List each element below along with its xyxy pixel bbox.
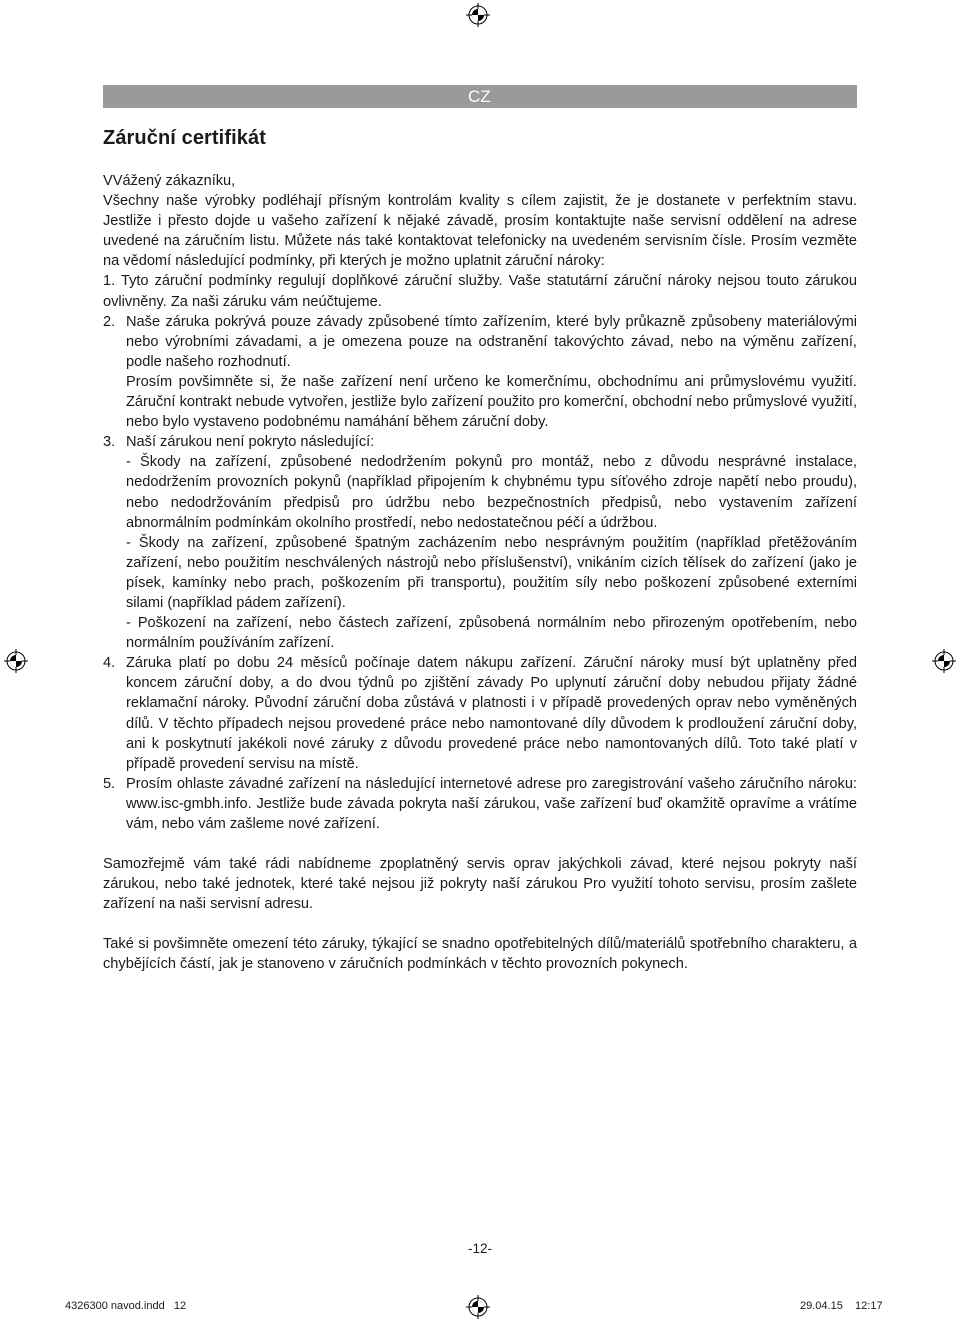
list-item-text: Prosím ohlaste závadné zařízení na následující internetové adrese pro zaregistrování vašeho záručního nároku: www.isc-gmbh.info. Jestliže bude závada pokryta naší zárukou, vaše zařízení buď okamžitě opravíme a vrátíme vám, nebo vám zašleme nové zařízení.: [126, 775, 857, 832]
date-slug: 29.04.15 12:17: [800, 1300, 883, 1312]
list-item-text: Naší zárukou není pokryto následující:: [126, 434, 375, 451]
list-item-number: 2.: [103, 313, 116, 330]
list-item-number: 1.: [103, 273, 121, 290]
language-bar: [103, 85, 857, 108]
language-code: CZ: [468, 87, 491, 106]
list-item-text: Naše záruka pokrývá pouze závady způsobené tímto zařízením, které byly průkazně způsobeny materiálovými nebo výrobními závadami, a je omezena pouze na odstranění takovýchto závad, nebo na výměnu zařízení, podle našeho rozhodnutí.: [126, 313, 857, 370]
list-item-text: Záruka platí po dobu 24 měsíců počínaje datem nákupu zařízení. Záruční nároky musí být uplatněny před koncem záruční doby, a do dvou týdnů po zjištění závady Po uplynutí záruční doby nebudou přijaty žádné reklamační nároky. Původní záruční doba zůstává v platnosti i v případě provedených oprav nebo vyměněných dílů. V těchto případech nejsou provedené práce nebo namontované díly důvodem k prodloužení záruční doby, ani k poskytnutí jakékoli nové záruky z důvodu provedené práce nebo namontovaných dílů. Toto také platí v případě provedení servisu na místě.: [126, 655, 857, 772]
registration-mark-icon: [4, 649, 28, 673]
list-item-text: Prosím povšimněte si, že naše zařízení není určeno ke komerčnímu, obchodnímu ani průmyslovému využití. Záruční kontrakt nebude vytvořen, jestliže bylo zařízení použito pro komerční, obchodní nebo průmyslové využití, nebo bylo vystaveno podobnému namáhání během záruční doby.: [126, 373, 857, 431]
spacer: [103, 834, 857, 854]
registration-mark-icon: [466, 1295, 490, 1319]
page-number: -12-: [467, 1241, 492, 1256]
intro-paragraph: Všechny naše výrobky podléhají přísným kontrolám kvality s cílem zajistit, že je dostanete v perfektním stavu. Jestliže i přesto dojde u vašeho zařízení k nějaké závadě, prosím kontaktujte naše servisní oddělení na adrese uvedené na záručním listu. Můžete nás také kontaktovat telefonicky na uvedeném servisním čísle. Prosím vezměte na vědomí následující podmínky, při kterých je možno uplatnit záruční nároky:: [103, 193, 857, 270]
registration-mark-icon: [466, 3, 490, 27]
list-item: [103, 312, 857, 433]
page-title: Záruční certifikát: [103, 127, 266, 149]
list-item: [103, 653, 857, 774]
list-item: [103, 432, 857, 653]
file-slug: 4326300 navod.indd 12: [65, 1300, 187, 1312]
list-item-text: Tyto záruční podmínky regulují doplňkové záruční služby. Vaše statutární záruční nároky nejsou touto zárukou ovlivněny. Za naši záruku vám neúčtujeme.: [103, 273, 857, 310]
list-subitem: - Poškození na zařízení, nebo částech zařízení, způsobená normálním nebo přirozeným opotřebením, nebo normálním používáním zařízení.: [126, 615, 857, 652]
greeting: VVážený zákazníku,: [103, 173, 236, 189]
list-item-number: 4.: [103, 655, 116, 672]
list-subitem: - Škody na zařízení, způsobené nedodržením pokynů pro montáž, nebo z důvodu nesprávné instalace, nedodržením provozních pokynů (například připojením k chybnému typu síťového zdroje napětí nebo proudu), nebo nedodržováním předpisů pro údržbu nebo bezpečnostních předpisů, nebo vystavením zařízení abnormálním podmínkám okolního prostředí, nebo nedostatečnou péčí a údržbou.: [126, 454, 857, 531]
warranty-body: [103, 171, 857, 975]
limits-paragraph: Také si povšimněte omezení této záruky, týkající se snadno opotřebitelných dílů/materiálů spotřebního charakteru, a chybějících částí, jak je stanoveno v záručních podmínkách v těchto provozních pokynech.: [103, 936, 857, 973]
list-item-number: 5.: [103, 775, 116, 792]
service-paragraph: Samozřejmě vám také rádi nabídneme zpoplatněný servis oprav jakýchkoli závad, které nejsou pokryty naší zárukou, nebo také jednotek, které také nejsou již pokryty naší zárukou Pro využití tohoto servisu, prosím zašlete zařízení na naši servisní adresu.: [103, 856, 857, 913]
spacer: [103, 914, 857, 934]
list-item: [103, 271, 857, 311]
list-subitem: - Škody na zařízení, způsobené špatným zacházením nebo nesprávným použitím (například přetěžováním zařízení, nebo použitím neschválených nástrojů nebo příslušenství), vnikáním cizích tělísek do zařízení (jako je písek, kamínky nebo prach, poškozením při transportu), použitím síly nebo poškození způsobené externími silami (například pádem zařízení).: [126, 534, 857, 611]
registration-mark-icon: [932, 649, 956, 673]
list-item-number: 3.: [103, 434, 116, 451]
list-item: [103, 774, 857, 834]
